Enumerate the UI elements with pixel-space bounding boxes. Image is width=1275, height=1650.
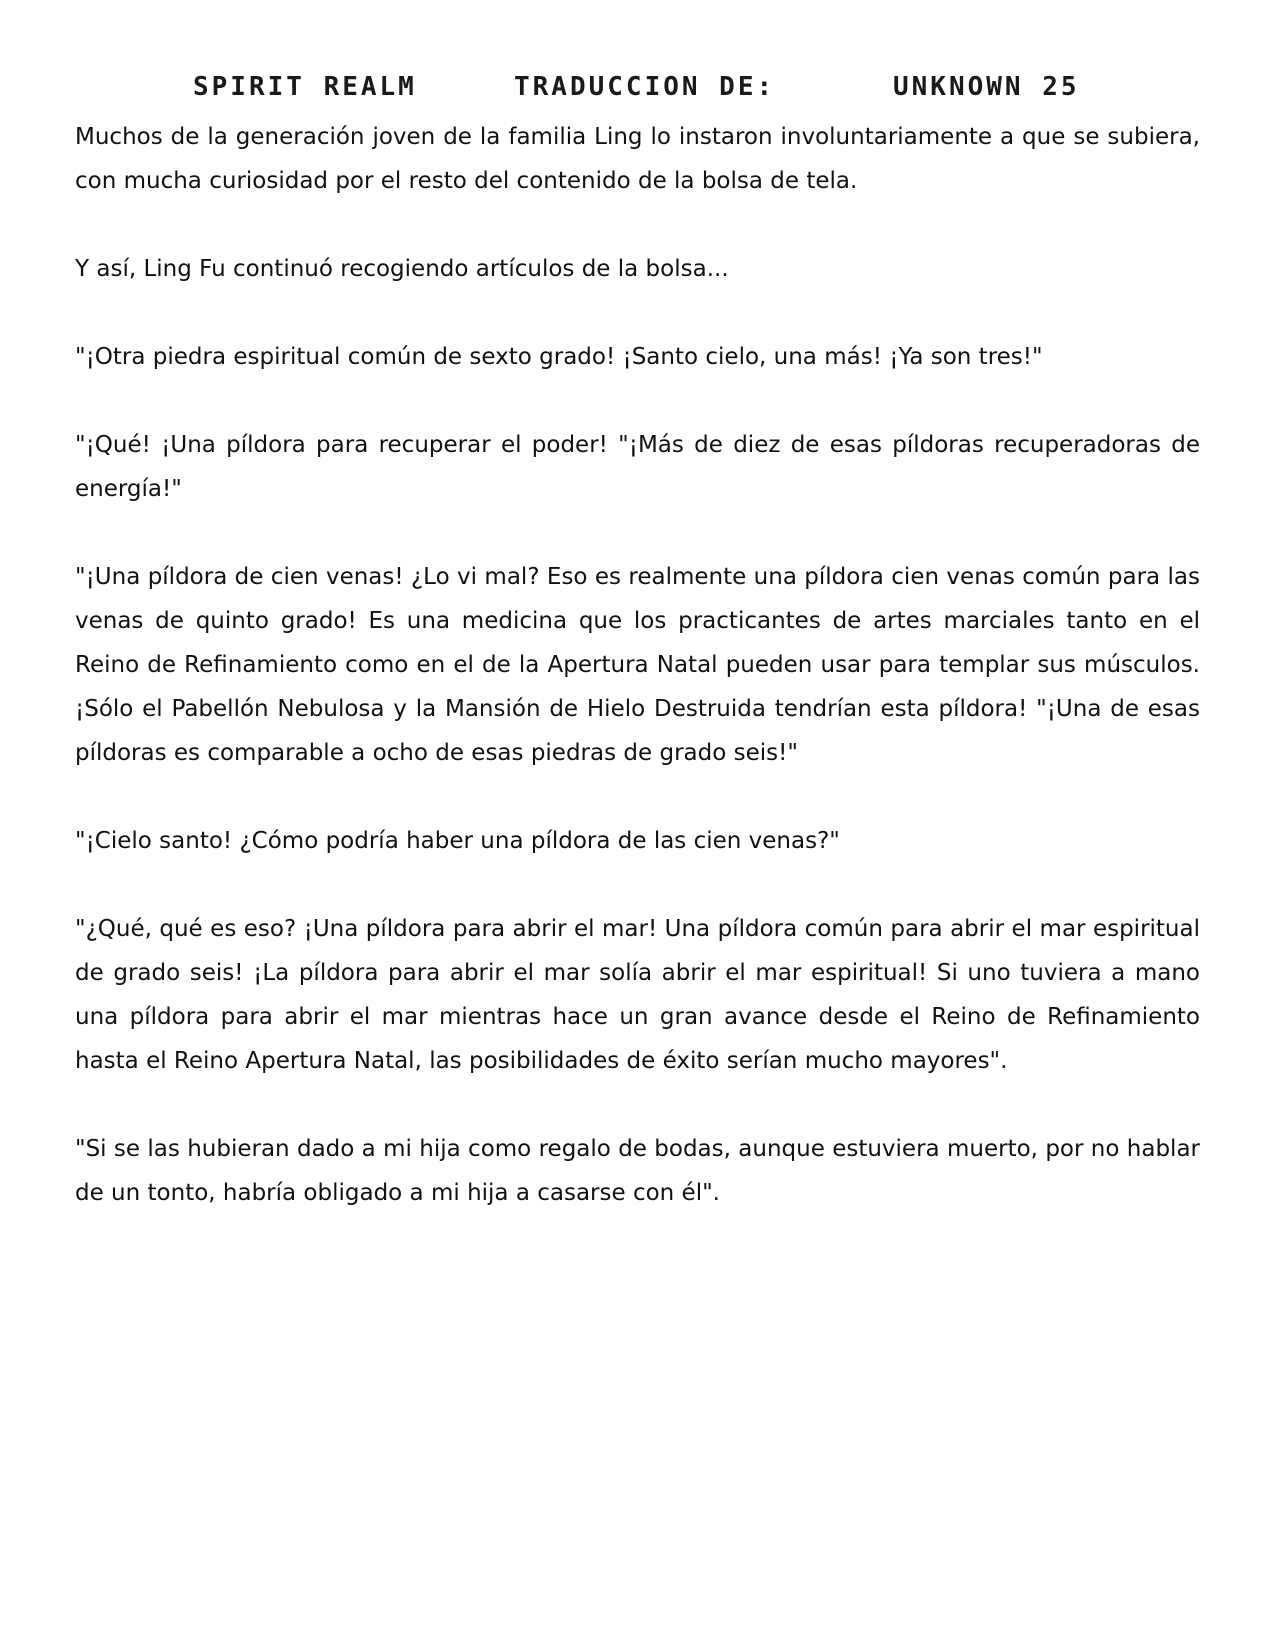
paragraph: "¿Qué, qué es eso? ¡Una píldora para abrir el mar! Una píldora común para abrir el mar espiritual de grado seis! ¡La píldora para abrir el mar solía abrir el mar espiritual! Si uno tuviera a mano una píldora para abrir el mar mientras hace un gran avance desde el Reino de Refinamiento hasta el Reino Apertura Natal, las posibilidades de éxito serían mucho mayores". <box>75 916 1200 1074</box>
page-header <box>0 72 1275 108</box>
paragraph: Y así, Ling Fu continuó recogiendo artículos de la bolsa... <box>75 256 729 282</box>
header-title: SPIRIT REALM <box>193 72 417 102</box>
paragraph: "¡Qué! ¡Una píldora para recuperar el poder! "¡Más de diez de esas píldoras recuperadoras de energía!" <box>75 432 1200 502</box>
paragraph: "¡Una píldora de cien venas! ¿Lo vi mal? Eso es realmente una píldora cien venas común para las venas de quinto grado! Es una medicina que los practicantes de artes marciales tanto en el Reino de Refinamiento como en el de la Apertura Natal pueden usar para templar sus músculos. ¡Sólo el Pabellón Nebulosa y la Mansión de Hielo Destruida tendrían esta píldora! "¡Una de esas píldoras es comparable a ocho de esas piedras de grado seis!" <box>75 564 1200 766</box>
document-body <box>75 115 1200 1259</box>
paragraph: Muchos de la generación joven de la familia Ling lo instaron involuntariamente a que se subiera, con mucha curiosidad por el resto del contenido de la bolsa de tela. <box>75 124 1200 194</box>
paragraph: "¡Otra piedra espiritual común de sexto grado! ¡Santo cielo, una más! ¡Ya son tres!" <box>75 344 1043 370</box>
paragraph: "¡Cielo santo! ¿Cómo podría haber una píldora de las cien venas?" <box>75 828 840 854</box>
paragraph: "Si se las hubieran dado a mi hija como regalo de bodas, aunque estuviera muerto, por no hablar de un tonto, habría obligado a mi hija a casarse con él". <box>75 1136 1200 1206</box>
header-translation-label: TRADUCCION DE: <box>514 72 776 102</box>
header-translator: UNKNOWN 25 <box>893 72 1080 102</box>
